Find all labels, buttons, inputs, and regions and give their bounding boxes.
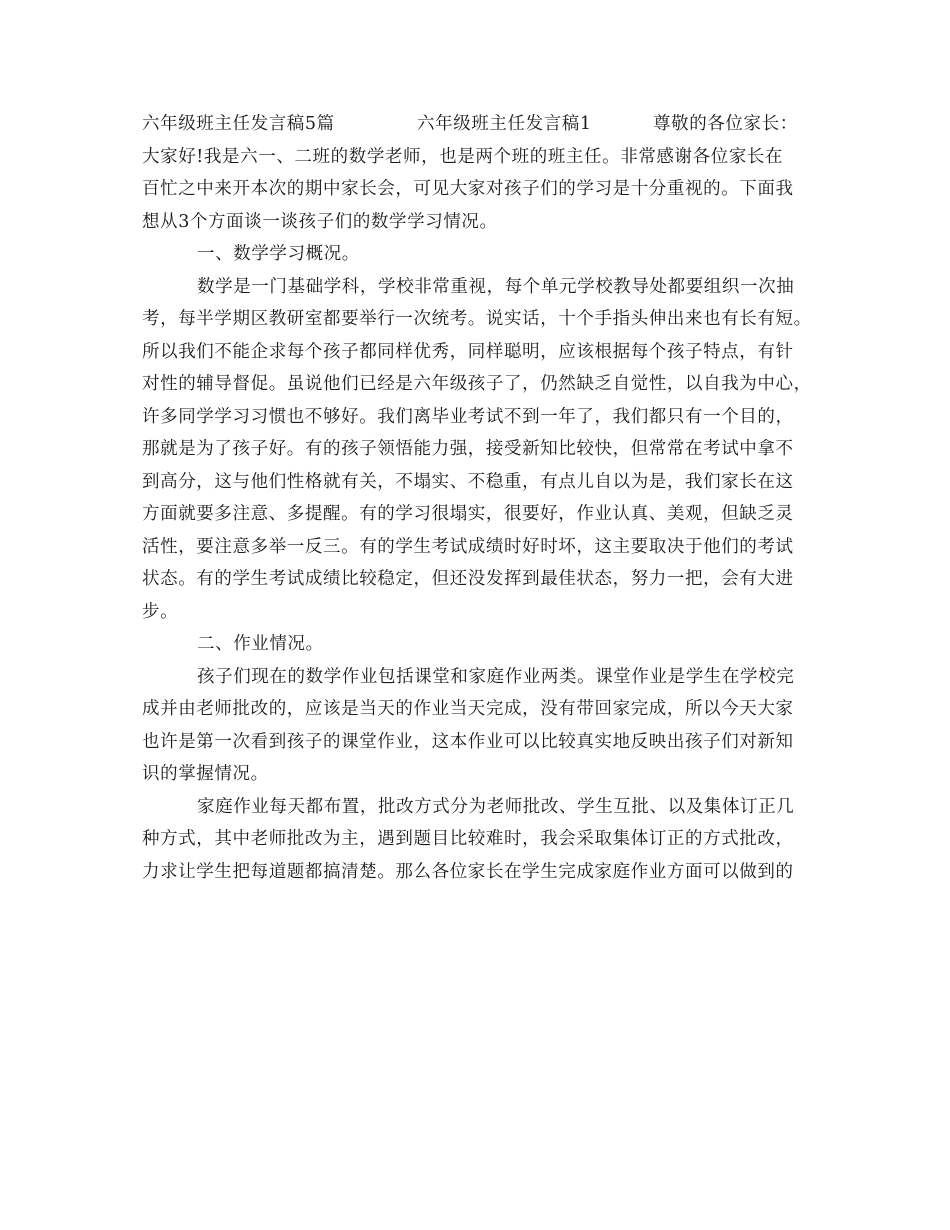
paragraph-line: 到高分，这与他们性格就有关，不塌实、不稳重，有点儿自以为是，我们家长在这 (142, 471, 794, 492)
paragraph-line: 识的掌握情况。 (142, 764, 269, 784)
paragraph-line: 许多同学学习习惯也不够好。我们离毕业考试不到一年了，我们都只有一个目的， (142, 406, 794, 427)
paragraph-line: 考，每半学期区教研室都要举行一次统考。说实话，十个手指头伸出来也有长有短。 (142, 309, 812, 329)
section-title: 六年级班主任发言稿1 (417, 114, 592, 134)
document-title: 六年级班主任发言稿5篇 (142, 114, 335, 134)
section-heading: 二、作业情况。 (197, 634, 324, 654)
paragraph-line: 家庭作业每天都布置，批改方式分为老师批改、学生互批、以及集体订正几 (197, 796, 795, 817)
paragraph-line: 成并由老师批改的，应该是当天的作业当天完成，没有带回家完成，所以今天大家 (142, 699, 794, 719)
paragraph-line: 想从3个方面谈一谈孩子们的数学学习情况。 (142, 211, 498, 232)
document-body (142, 108, 822, 888)
paragraph-line: 也许是第一次看到孩子的课堂作业，这本作业可以比较真实地反映出孩子们对新知 (142, 731, 794, 752)
paragraph-line: 数学是一门基础学科，学校非常重视，每个单元学校教导处都要组织一次抽 (197, 276, 795, 297)
paragraph-line: 状态。有的学生考试成绩比较稳定，但还没发挥到最佳状态，努力一把，会有大进 (142, 569, 794, 589)
paragraph-line: 孩子们现在的数学作业包括课堂和家庭作业两类。课堂作业是学生在学校完 (197, 666, 795, 687)
paragraph-line: 百忙之中来开本次的期中家长会，可见大家对孩子们的学习是十分重视的。下面我 (142, 179, 794, 199)
section-heading: 一、数学学习概况。 (197, 244, 360, 264)
paragraph-line: 种方式，其中老师批改为主，遇到题目比较难时，我会采取集体订正的方式批改， (142, 829, 794, 849)
greeting: 尊敬的各位家长： (653, 114, 798, 134)
paragraph-line: 大家好!我是六一、二班的数学老师，也是两个班的班主任。非常感谢各位家长在 (142, 146, 784, 167)
paragraph-line: 方面就要多注意、多提醒。有的学习很塌实，很要好，作业认真、美观，但缺乏灵 (142, 504, 794, 524)
paragraph-line: 那就是为了孩子好。有的孩子领悟能力强，接受新知比较快，但常常在考试中拿不 (142, 439, 794, 459)
paragraph-line: 力求让学生把每道题都搞清楚。那么各位家长在学生完成家庭作业方面可以做到的 (142, 861, 794, 882)
paragraph-line: 对性的辅导督促。虽说他们已经是六年级孩子了，仍然缺乏自觉性，以自我为中心， (142, 374, 812, 394)
paragraph-line: 所以我们不能企求每个孩子都同样优秀，同样聪明，应该根据每个孩子特点，有针 (142, 341, 794, 362)
header-line (142, 108, 822, 141)
paragraph-line: 步。 (142, 601, 179, 622)
paragraph-line: 活性，要注意多举一反三。有的学生考试成绩时好时坏，这主要取决于他们的考试 (142, 536, 794, 557)
